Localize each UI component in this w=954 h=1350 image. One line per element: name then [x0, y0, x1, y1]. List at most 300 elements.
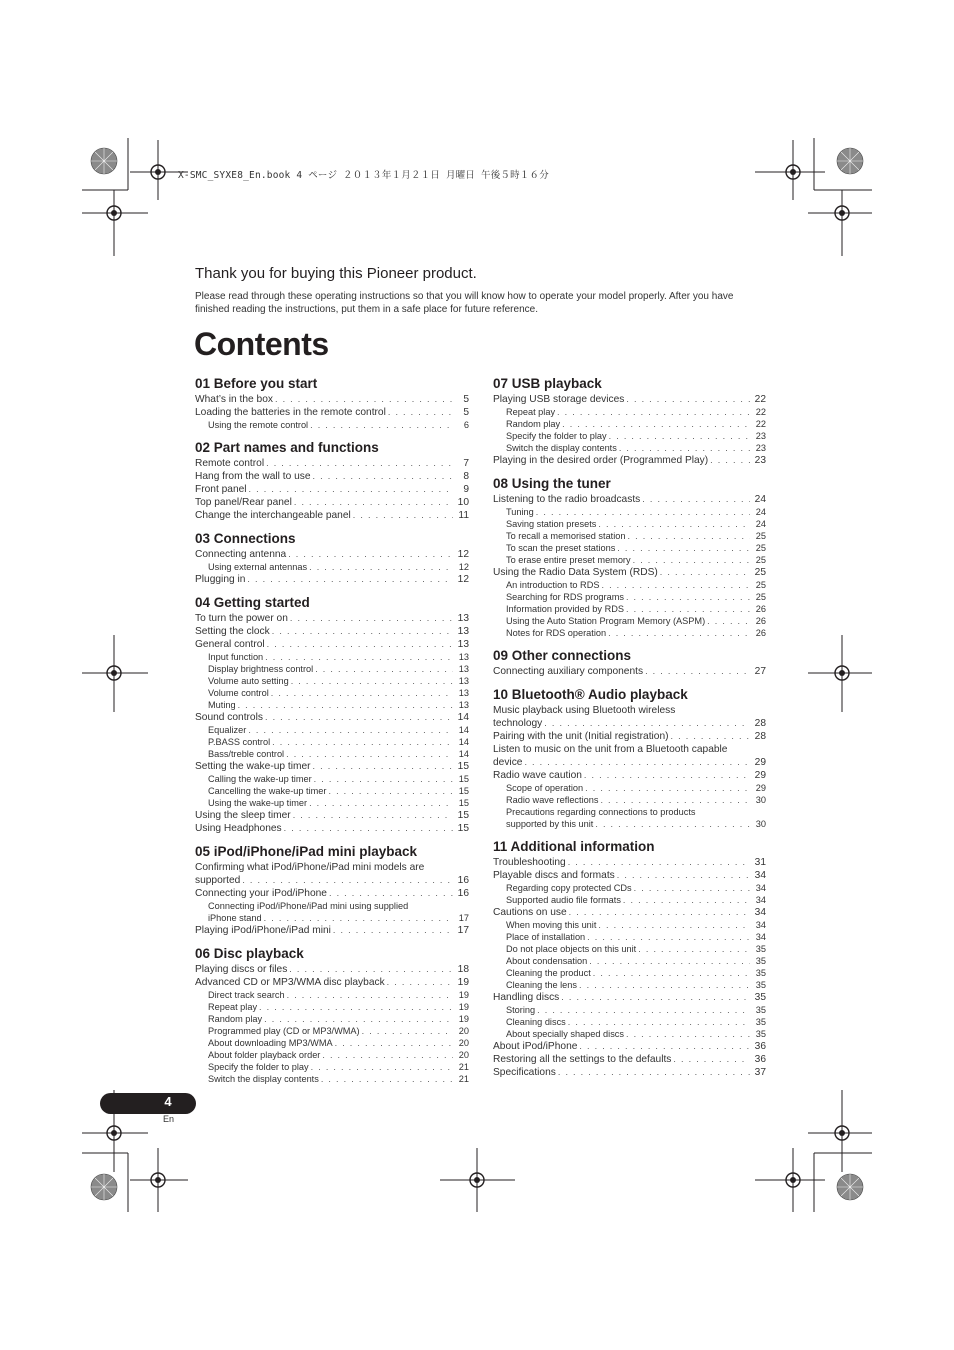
toc-entry-label: Connecting auxiliary components: [493, 666, 644, 677]
toc-entry-label: P.BASS control: [208, 737, 271, 747]
toc-entry-label: Regarding copy protected CDs: [506, 883, 632, 893]
toc-entry-label: Playing USB storage devices: [493, 394, 625, 405]
toc-entry[interactable]: [493, 1066, 766, 1079]
toc-page-number: 19: [458, 990, 469, 1000]
dot-leader: [707, 615, 750, 627]
dot-leader: [322, 1049, 453, 1061]
toc-page-number: 13: [458, 688, 469, 698]
toc-page-number: 34: [754, 870, 766, 881]
dot-leader: [249, 483, 453, 496]
toc-entry[interactable]: [493, 906, 766, 919]
toc-entry-label: Switch the display contents: [506, 443, 617, 453]
toc-subentry[interactable]: [195, 419, 469, 431]
dot-leader: [600, 794, 750, 806]
toc-entry-label: Random play: [208, 1014, 263, 1024]
toc-entry-label: Tuning: [506, 507, 534, 517]
dot-leader: [271, 687, 453, 699]
toc-entry-label: About downloading MP3/WMA: [208, 1038, 333, 1048]
toc-entry-label: Cleaning discs: [506, 1017, 566, 1027]
toc-page-number: 15: [458, 774, 469, 784]
toc-entry[interactable]: [493, 1040, 766, 1053]
dot-leader: [284, 822, 453, 835]
section-heading: 04 Getting started: [195, 595, 310, 610]
toc-page-number: 20: [458, 1038, 469, 1048]
toc-subentry[interactable]: [493, 603, 766, 615]
toc-subentry[interactable]: [493, 430, 766, 442]
dot-leader: [561, 991, 750, 1004]
dot-leader: [313, 760, 453, 773]
dot-leader: [558, 1066, 750, 1079]
dot-leader: [293, 809, 453, 822]
toc-page-number: 26: [755, 616, 766, 626]
toc-page-number: 25: [755, 580, 766, 590]
toc-entry-label: Listening to the radio broadcasts: [493, 494, 641, 505]
toc-subentry[interactable]: [493, 979, 766, 991]
toc-subentry[interactable]: [493, 1004, 766, 1016]
dot-leader: [311, 1061, 453, 1073]
toc-entry[interactable]: [195, 406, 469, 419]
toc-page-number: 12: [457, 574, 469, 585]
dot-leader: [626, 603, 750, 615]
toc-page-number: 13: [457, 626, 469, 637]
section-heading: 05 iPod/iPhone/iPad mini playback: [195, 844, 418, 859]
toc-subentry[interactable]: [195, 1001, 469, 1013]
toc-entry-label: Troubleshooting: [493, 857, 566, 868]
toc-page-number: 5: [463, 407, 469, 418]
toc-entry[interactable]: [195, 496, 469, 509]
dot-leader: [315, 663, 453, 675]
toc-subentry[interactable]: [493, 615, 766, 627]
dot-leader: [321, 1073, 453, 1085]
toc-subentry[interactable]: [493, 806, 766, 830]
toc-entry[interactable]: [493, 493, 766, 506]
toc-entry-label: Repeat play: [208, 1002, 258, 1012]
toc-subentry[interactable]: [493, 1016, 766, 1028]
toc-page-number: 10: [457, 497, 469, 508]
dot-leader: [309, 797, 453, 809]
toc-subentry[interactable]: [493, 955, 766, 967]
toc-page-number: 34: [755, 932, 766, 942]
toc-page-number: 35: [754, 992, 766, 1003]
toc-entry-label: Using the remote control: [208, 420, 309, 430]
toc-entry[interactable]: [493, 566, 766, 579]
toc-entry-label: Direct track search: [208, 990, 285, 1000]
dot-leader: [544, 717, 750, 730]
toc-page-number: 36: [754, 1041, 766, 1052]
toc-entry-label: To recall a memorised station: [506, 531, 626, 541]
toc-entry-label: Pairing with the unit (Initial registration): [493, 731, 669, 742]
toc-page-number: 21: [458, 1062, 469, 1072]
toc-entry[interactable]: [195, 809, 469, 822]
toc-entry[interactable]: [195, 548, 469, 561]
dot-leader: [537, 1004, 750, 1016]
dot-leader: [617, 869, 750, 882]
dot-leader: [289, 963, 453, 976]
toc-page-number: 35: [755, 944, 766, 954]
toc-page-number: 26: [755, 628, 766, 638]
toc-entry-label: Setting the clock: [195, 626, 270, 637]
toc-subentry[interactable]: [493, 1028, 766, 1040]
toc-entry-first-line: Precautions regarding connections to products: [506, 807, 696, 817]
toc-page-number: 22: [754, 394, 766, 405]
toc-page-number: 5: [463, 394, 469, 405]
intro-paragraph: Please read through these operating instructions so that you will know how to operate your model properly. After you have finished reading the instructions, put them in a safe place for future reference.: [195, 291, 734, 315]
toc-subentry[interactable]: [493, 931, 766, 943]
toc-entry-label: supported by this unit: [506, 819, 594, 829]
dot-leader: [335, 1037, 453, 1049]
toc-subentry[interactable]: [195, 561, 469, 573]
toc-subentry[interactable]: [493, 882, 766, 894]
dot-leader: [362, 1025, 453, 1037]
toc-entry[interactable]: [493, 856, 766, 869]
contents-right-column: [493, 376, 766, 1079]
toc-entry-label: Playable discs and formats: [493, 870, 615, 881]
toc-subentry[interactable]: [493, 894, 766, 906]
toc-entry-label: Repeat play: [506, 407, 556, 417]
toc-subentry[interactable]: [493, 506, 766, 518]
toc-subentry[interactable]: [493, 406, 766, 418]
dot-leader: [353, 509, 453, 522]
section-heading: 07 USB playback: [493, 376, 602, 391]
toc-entry[interactable]: [493, 743, 766, 769]
toc-entry-label: Specify the folder to play: [506, 431, 607, 441]
toc-entry[interactable]: [493, 730, 766, 743]
toc-page-number: 19: [457, 977, 469, 988]
dot-leader: [587, 931, 750, 943]
toc-entry[interactable]: [195, 612, 469, 625]
toc-page-number: 34: [754, 907, 766, 918]
dot-leader: [710, 454, 750, 467]
dot-leader: [264, 1013, 453, 1025]
toc-subentry[interactable]: [493, 591, 766, 603]
toc-page-number: 8: [463, 471, 469, 482]
toc-subentry[interactable]: [493, 530, 766, 542]
toc-page-number: 25: [755, 555, 766, 565]
dot-leader: [275, 393, 453, 406]
toc-entry[interactable]: [195, 822, 469, 835]
toc-entry-label: To erase entire preset memory: [506, 555, 631, 565]
dot-leader: [288, 548, 453, 561]
toc-entry[interactable]: [195, 963, 469, 976]
dot-leader: [328, 785, 453, 797]
toc-subentry[interactable]: [195, 1061, 469, 1073]
toc-page-number: 22: [755, 419, 766, 429]
toc-entry[interactable]: [195, 924, 469, 937]
dot-leader: [562, 418, 750, 430]
toc-subentry[interactable]: [195, 797, 469, 809]
toc-entry-label: Restoring all the settings to the defaults: [493, 1054, 672, 1065]
toc-page-number: 21: [458, 1074, 469, 1084]
toc-subentry[interactable]: [493, 554, 766, 566]
dot-leader: [290, 612, 453, 625]
toc-subentry[interactable]: [493, 418, 766, 430]
section-heading: 09 Other connections: [493, 648, 632, 663]
toc-subentry[interactable]: [195, 1073, 469, 1085]
page-language: En: [163, 1114, 175, 1124]
toc-subentry[interactable]: [493, 919, 766, 931]
toc-entry-label: Setting the wake-up timer: [195, 761, 311, 772]
toc-entry-label: What’s in the box: [195, 394, 273, 405]
toc-page-number: 35: [755, 968, 766, 978]
dot-leader: [626, 393, 750, 406]
toc-entry-label: When moving this unit: [506, 920, 597, 930]
toc-page-number: 23: [755, 431, 766, 441]
dot-leader: [598, 518, 750, 530]
toc-entry-label: Handling discs: [493, 992, 560, 1003]
toc-entry-label: Scope of operation: [506, 783, 584, 793]
toc-page-number: 20: [458, 1050, 469, 1060]
dot-leader: [294, 496, 453, 509]
toc-entry-first-line: Listen to music on the unit from a Bluetooth capable: [493, 744, 728, 755]
toc-entry-first-line: Music playback using Bluetooth wireless: [493, 705, 676, 716]
toc-page-number: 24: [755, 507, 766, 517]
toc-entry-label: Radio wave caution: [493, 770, 582, 781]
toc-entry-label: Supported audio file formats: [506, 895, 621, 905]
toc-entry[interactable]: [493, 991, 766, 1004]
toc-page-number: 13: [457, 639, 469, 650]
toc-page-number: 20: [458, 1026, 469, 1036]
toc-entry-label: Using the sleep timer: [195, 810, 291, 821]
toc-subentry[interactable]: [195, 724, 469, 736]
section-heading: 03 Connections: [195, 531, 296, 546]
dot-leader: [593, 967, 750, 979]
dot-leader: [601, 579, 750, 591]
toc-entry-label: Specify the folder to play: [208, 1062, 309, 1072]
dot-leader: [310, 419, 453, 431]
toc-entry-label: Equalizer: [208, 725, 247, 735]
dot-leader: [584, 769, 750, 782]
toc-entry-label: Switch the display contents: [208, 1074, 319, 1084]
toc-page-number: 30: [755, 819, 766, 829]
toc-page-number: 35: [755, 1017, 766, 1027]
toc-entry-label: Using the Auto Station Program Memory (ASPM): [506, 616, 706, 626]
toc-entry-label: Random play: [506, 419, 561, 429]
toc-entry[interactable]: [195, 573, 469, 586]
dot-leader: [267, 638, 453, 651]
toc-subentry[interactable]: [195, 687, 469, 699]
dot-leader: [313, 470, 453, 483]
toc-entry-label: iPhone stand: [208, 913, 262, 923]
toc-entry-label: supported: [195, 875, 241, 886]
toc-page-number: 25: [755, 531, 766, 541]
toc-page-number: 15: [457, 810, 469, 821]
toc-entry-label: Information provided by RDS: [506, 604, 624, 614]
toc-entry-label: Programmed play (CD or MP3/WMA): [208, 1026, 360, 1036]
dot-leader: [568, 856, 750, 869]
toc-subentry[interactable]: [195, 900, 469, 924]
toc-subentry[interactable]: [195, 748, 469, 760]
dot-leader: [248, 724, 453, 736]
toc-entry[interactable]: [493, 665, 766, 678]
toc-page-number: 6: [463, 420, 469, 430]
section-heading: 10 Bluetooth® Audio playback: [493, 687, 688, 702]
toc-entry-label: About folder playback order: [208, 1050, 321, 1060]
toc-subentry[interactable]: [195, 651, 469, 663]
toc-page-number: 35: [755, 980, 766, 990]
toc-entry[interactable]: [493, 704, 766, 730]
toc-page-number: 19: [458, 1002, 469, 1012]
toc-entry-first-line: Confirming what iPod/iPhone/iPad mini models are: [195, 862, 425, 873]
section-heading: 11 Additional information: [493, 839, 655, 854]
toc-subentry[interactable]: [493, 442, 766, 454]
toc-entry-label: Using the Radio Data System (RDS): [493, 567, 658, 578]
toc-subentry[interactable]: [195, 773, 469, 785]
toc-entry-label: Playing discs or files: [195, 964, 288, 975]
toc-subentry[interactable]: [195, 1025, 469, 1037]
toc-page-number: 15: [457, 761, 469, 772]
toc-entry[interactable]: [195, 711, 469, 724]
toc-page-number: 19: [458, 1014, 469, 1024]
toc-entry[interactable]: [195, 509, 469, 522]
toc-entry[interactable]: [493, 1053, 766, 1066]
toc-entry-label: technology: [493, 718, 543, 729]
dot-leader: [272, 625, 453, 638]
dot-leader: [238, 699, 453, 711]
toc-page-number: 15: [457, 823, 469, 834]
toc-entry[interactable]: [493, 869, 766, 882]
dot-leader: [266, 457, 453, 470]
toc-page-number: 14: [458, 737, 469, 747]
toc-subentry[interactable]: [195, 1049, 469, 1061]
toc-page-number: 16: [457, 875, 469, 886]
dot-leader: [286, 748, 453, 760]
toc-entry-label: Specifications: [493, 1067, 556, 1078]
toc-entry[interactable]: [195, 625, 469, 638]
toc-page-number: 13: [458, 700, 469, 710]
toc-entry[interactable]: [195, 887, 469, 900]
toc-entry-label: Sound controls: [195, 712, 263, 723]
toc-page-number: 13: [458, 676, 469, 686]
toc-entry[interactable]: [195, 760, 469, 773]
toc-entry-label: Input function: [208, 652, 264, 662]
section-heading: 06 Disc playback: [195, 946, 304, 961]
toc-entry[interactable]: [195, 861, 469, 887]
dot-leader: [557, 406, 750, 418]
toc-entry[interactable]: [493, 393, 766, 406]
toc-entry-label: About iPod/iPhone: [493, 1041, 578, 1052]
dot-leader: [619, 442, 750, 454]
dot-leader: [673, 1053, 750, 1066]
toc-subentry[interactable]: [195, 785, 469, 797]
toc-entry-label: General control: [195, 639, 265, 650]
toc-page-number: 25: [755, 543, 766, 553]
toc-entry-label: Cautions on use: [493, 907, 567, 918]
page-title: Contents: [194, 326, 329, 362]
toc-subentry[interactable]: [493, 967, 766, 979]
toc-entry-label: Remote control: [195, 458, 265, 469]
toc-entry-label: Using Headphones: [195, 823, 282, 834]
toc-page-number: 9: [463, 484, 469, 495]
toc-entry[interactable]: [493, 454, 766, 467]
toc-entry-label: Advanced CD or MP3/WMA disc playback: [195, 977, 385, 988]
dot-leader: [634, 882, 750, 894]
toc-entry-label: An introduction to RDS: [506, 580, 600, 590]
toc-entry-label: Change the interchangeable panel: [195, 510, 351, 521]
toc-page-number: 12: [458, 562, 469, 572]
dot-leader: [247, 573, 453, 586]
dot-leader: [569, 906, 750, 919]
toc-subentry[interactable]: [195, 699, 469, 711]
toc-subentry[interactable]: [195, 1037, 469, 1049]
toc-entry-label: About specially shaped discs: [506, 1029, 624, 1039]
toc-entry-label: Display brightness control: [208, 664, 314, 674]
toc-subentry[interactable]: [493, 518, 766, 530]
toc-page-number: 28: [754, 731, 766, 742]
dot-leader: [265, 711, 453, 724]
toc-entry-label: To scan the preset stations: [506, 543, 616, 553]
toc-subentry[interactable]: [195, 736, 469, 748]
dot-leader: [642, 493, 750, 506]
toc-entry[interactable]: [493, 769, 766, 782]
toc-entry-label: Bass/treble control: [208, 749, 285, 759]
toc-entry[interactable]: [195, 470, 469, 483]
toc-page-number: 31: [754, 857, 766, 868]
toc-entry[interactable]: [195, 976, 469, 989]
dot-leader: [265, 651, 453, 663]
toc-page-number: 12: [457, 549, 469, 560]
dot-leader: [291, 675, 453, 687]
toc-page-number: 13: [458, 652, 469, 662]
toc-page-number: 23: [755, 443, 766, 453]
dot-leader: [329, 887, 453, 900]
dot-leader: [333, 924, 453, 937]
toc-subentry[interactable]: [195, 1013, 469, 1025]
toc-entry[interactable]: [195, 457, 469, 470]
toc-entry-label: About condensation: [506, 956, 588, 966]
page-number: 4: [164, 1094, 172, 1109]
dot-leader: [609, 430, 750, 442]
dot-leader: [264, 912, 453, 924]
toc-entry-label: Cleaning the product: [506, 968, 591, 978]
toc-page-number: 23: [754, 455, 766, 466]
toc-subentry[interactable]: [493, 579, 766, 591]
toc-page-number: 29: [754, 770, 766, 781]
toc-subentry[interactable]: [493, 943, 766, 955]
toc-page-number: 26: [755, 604, 766, 614]
dot-leader: [387, 976, 453, 989]
toc-subentry[interactable]: [195, 663, 469, 675]
toc-page-number: 25: [754, 567, 766, 578]
toc-subentry[interactable]: [493, 782, 766, 794]
toc-subentry[interactable]: [493, 542, 766, 554]
toc-page-number: 7: [463, 458, 469, 469]
toc-page-number: 15: [458, 786, 469, 796]
toc-entry-label: To turn the power on: [195, 613, 288, 624]
dot-leader: [598, 919, 750, 931]
dot-leader: [314, 773, 453, 785]
toc-entry-label: Muting: [208, 700, 236, 710]
toc-page-number: 16: [457, 888, 469, 899]
toc-page-number: 34: [755, 895, 766, 905]
toc-entry-label: Playing in the desired order (Programmed Play): [493, 455, 709, 466]
toc-page-number: 36: [754, 1054, 766, 1065]
toc-entry-label: Volume auto setting: [208, 676, 289, 686]
toc-entry-label: Hang from the wall to use: [195, 471, 311, 482]
toc-page-number: 25: [755, 592, 766, 602]
toc-entry-label: Notes for RDS operation: [506, 628, 607, 638]
toc-entry[interactable]: [195, 483, 469, 496]
toc-entry-label: Calling the wake-up timer: [208, 774, 312, 784]
dot-leader: [589, 955, 750, 967]
toc-subentry[interactable]: [195, 675, 469, 687]
toc-entry[interactable]: [195, 638, 469, 651]
toc-subentry[interactable]: [195, 989, 469, 1001]
toc-subentry[interactable]: [493, 794, 766, 806]
toc-entry[interactable]: [195, 393, 469, 406]
toc-entry-label: Using external antennas: [208, 562, 308, 572]
toc-entry-label: Plugging in: [195, 574, 246, 585]
toc-subentry[interactable]: [493, 627, 766, 639]
